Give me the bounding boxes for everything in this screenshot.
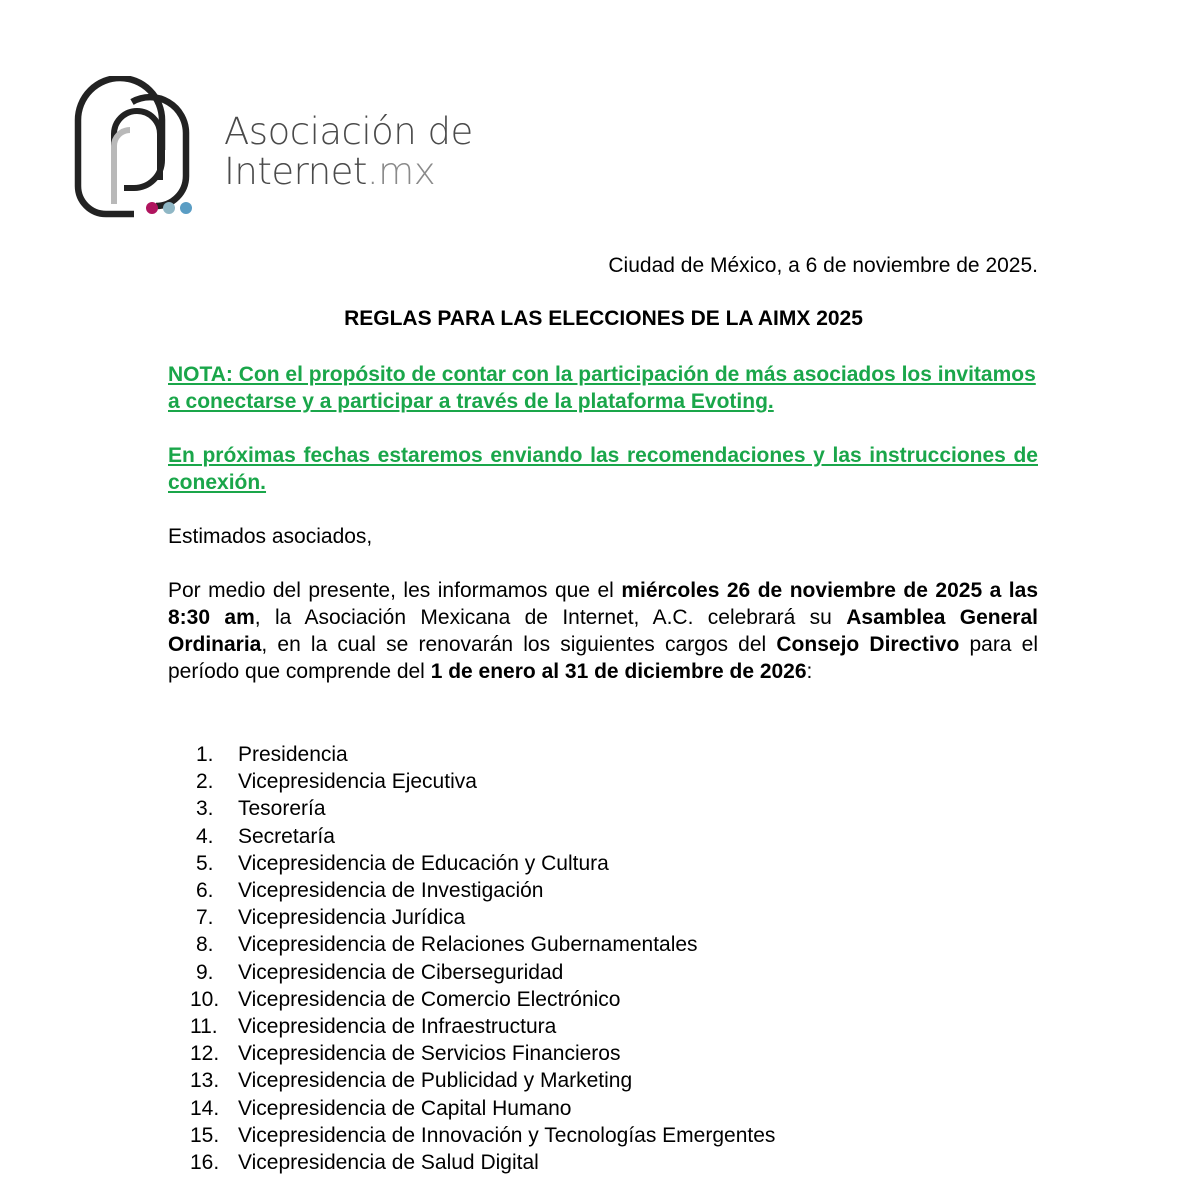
list-item <box>190 1095 775 1122</box>
list-item-label: Vicepresidencia de Educación y Cultura <box>238 851 609 875</box>
organization-logo <box>74 76 494 221</box>
list-item-number: 15. <box>190 1123 220 1147</box>
paragraph-text-1: Por medio del presente, les informamos que el <box>168 579 622 602</box>
list-item-label: Vicepresidencia de Investigación <box>238 879 544 903</box>
list-item <box>196 904 775 931</box>
list-item-label: Presidencia <box>238 743 348 766</box>
list-item <box>196 823 775 850</box>
list-item-number: 5. <box>196 851 214 875</box>
list-item-label: Vicepresidencia de Relaciones Gubernamentales <box>238 933 698 957</box>
list-item-label: Tesorería <box>238 797 326 821</box>
list-item-label: Vicepresidencia de Infraestructura <box>238 1015 557 1039</box>
paragraph-assembly-bold: Asamblea General Ordinaria <box>168 606 1038 656</box>
list-item-number: 6. <box>196 879 214 903</box>
logo-mark-icon <box>74 76 199 221</box>
list-item-number: 12. <box>190 1042 220 1066</box>
date-line: Ciudad de México, a 6 de noviembre de 2025. <box>608 254 1038 277</box>
list-item-label: Vicepresidencia de Ciberseguridad <box>238 960 564 984</box>
list-item-number: 16. <box>190 1151 220 1175</box>
paragraph-council-bold: Consejo Directivo <box>776 633 960 656</box>
note-instructions: En próximas fechas estaremos enviando las recomendaciones y las instrucciones de conexión. <box>168 444 1038 494</box>
list-item-label: Vicepresidencia de Publicidad y Marketing <box>238 1069 633 1093</box>
list-item <box>190 1149 775 1176</box>
list-item <box>196 877 775 904</box>
note-participation: NOTA: Con el propósito de contar con la participación de más asociados los invitamos a conectarse y a participar a través de la plataforma Evoting. <box>168 363 1036 413</box>
list-item-number: 14. <box>190 1096 220 1120</box>
list-item <box>196 959 775 986</box>
list-item-label: Vicepresidencia de Capital Humano <box>238 1096 572 1120</box>
list-item <box>196 795 775 822</box>
list-item-label: Vicepresidencia Ejecutiva <box>238 770 477 794</box>
logo-line-2 <box>224 152 473 192</box>
list-item-number: 10. <box>190 987 220 1011</box>
list-item-number: 2. <box>196 770 214 794</box>
list-item-label: Vicepresidencia de Innovación y Tecnologías Emergentes <box>238 1123 776 1147</box>
list-item-label: Vicepresidencia Jurídica <box>238 906 466 930</box>
list-item <box>190 986 775 1013</box>
list-item <box>190 1040 775 1067</box>
list-item <box>196 850 775 877</box>
logo-wordmark <box>224 112 473 192</box>
list-item-number: 4. <box>196 824 214 848</box>
list-item-label: Vicepresidencia de Comercio Electrónico <box>238 987 621 1011</box>
greeting: Estimados asociados, <box>168 525 373 548</box>
paragraph-text-3: , en la cual se renovarán los siguientes cargos del <box>261 633 777 656</box>
list-item-label: Vicepresidencia de Salud Digital <box>238 1151 539 1175</box>
list-item-number: 8. <box>196 933 214 957</box>
list-item <box>196 768 775 795</box>
list-item-number: 7. <box>196 906 214 930</box>
paragraph-text-5: : <box>806 660 813 683</box>
positions-list <box>190 741 776 1176</box>
logo-line-2-main: Internet <box>224 150 367 193</box>
list-item-number: 1. <box>196 743 214 766</box>
list-item-number: 9. <box>196 960 214 984</box>
document-title: REGLAS PARA LAS ELECCIONES DE LA AIMX 2025 <box>344 307 863 330</box>
logo-line-1: Asociación de <box>224 110 473 153</box>
list-item-number: 13. <box>190 1069 220 1093</box>
list-item <box>190 1122 776 1149</box>
list-item-label: Secretaría <box>238 824 335 848</box>
list-item <box>196 931 775 958</box>
list-item <box>190 1013 775 1040</box>
logo-line-2-suffix: .mx <box>366 150 436 193</box>
list-item-number: 3. <box>196 797 214 821</box>
paragraph-period-bold: 1 de enero al 31 de diciembre de 2026 <box>430 660 807 683</box>
list-item <box>190 1067 775 1094</box>
list-item-number: 11. <box>190 1015 218 1039</box>
paragraph-text-2: , la Asociación Mexicana de Internet, A.C. celebrará su <box>254 606 847 629</box>
paragraph-date-bold: miércoles 26 de noviembre de 2025 a las 8:30 am <box>168 579 1038 629</box>
list-item-label: Vicepresidencia de Servicios Financieros <box>238 1042 621 1066</box>
announcement-paragraph <box>168 577 1038 685</box>
paragraph-text-4: para el período que comprende del <box>168 633 1039 683</box>
list-item <box>196 741 775 768</box>
